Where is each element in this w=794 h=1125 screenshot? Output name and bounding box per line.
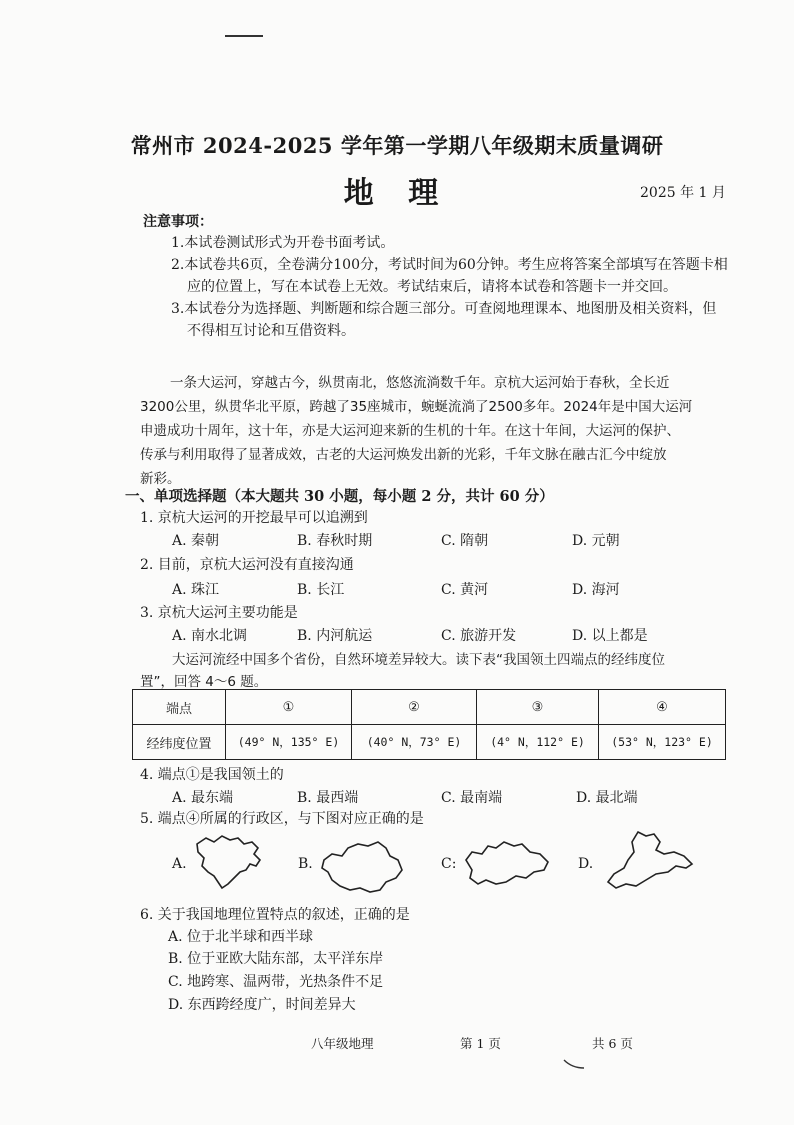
option-b: B. 长江 [297, 582, 345, 598]
passage-line: 新彩。 [140, 471, 181, 487]
province-outline-c [460, 834, 556, 890]
footer-page-number: 第 1 页 [460, 1036, 501, 1051]
passage-line: 申遗成功十周年，这十年，亦是大运河迎来新的生机的十年。在这十年间，大运河的保护、 [140, 423, 680, 439]
exam-date: 2025 年 1 月 [640, 185, 726, 201]
option-c: C. 隋朝 [441, 533, 489, 549]
note-line: 应的位置上，写在本试卷上无效。考试结束后，请将本试卷和答题卡一并交回。 [187, 279, 677, 295]
lead-text: 置”，回答 4～6 题。 [140, 674, 268, 690]
question-stem: 1. 京杭大运河的开挖最早可以追溯到 [140, 510, 368, 526]
option-c: C. 地跨寒、温两带，光热条件不足 [168, 974, 384, 990]
option-b: B. 位于亚欧大陆东部，太平洋东岸 [168, 951, 384, 967]
exam-title: 常州市 2024-2025 学年第一学期八年级期末质量调研 [130, 133, 664, 158]
table-header-cell: ④ [599, 690, 726, 725]
option-a: A. 位于北半球和西半球 [168, 929, 314, 945]
scan-mark [562, 1058, 586, 1072]
scan-mark [225, 35, 263, 37]
option-a: A. 秦朝 [172, 533, 220, 549]
passage-line: 传承与利用取得了显著成效，古老的大运河焕发出新的光彩，千年文脉在融古汇今中绽放 [140, 447, 667, 463]
table-row [133, 690, 726, 725]
table-cell: (49° N，135° E) [226, 725, 352, 760]
coordinates-table [132, 689, 726, 760]
option-d: D. 最北端 [576, 790, 638, 806]
question-stem: 6. 关于我国地理位置特点的叙述，正确的是 [140, 907, 410, 923]
table-cell: (4° N，112° E) [477, 725, 599, 760]
option-d: D. 东西跨经度广，时间差异大 [168, 997, 356, 1013]
option-a: A. 珠江 [172, 582, 220, 598]
notes-heading: 注意事项： [143, 214, 213, 230]
province-outline-d [598, 828, 698, 894]
lead-text: 大运河流经中国多个省份，自然环境差异较大。读下表“我国领土四端点的经纬度位 [172, 652, 665, 668]
section-heading: 一、单项选择题（本大题共 30 小题，每小题 2 分，共计 60 分） [125, 488, 554, 505]
option-b: B. [298, 856, 313, 872]
option-b: B. 内河航运 [297, 628, 373, 644]
subject-title: 地 理 [343, 176, 451, 211]
note-line: 1.本试卷测试形式为开卷书面考试。 [171, 235, 395, 251]
option-d: D. 以上都是 [572, 628, 648, 644]
option-b: B. 最西端 [297, 790, 359, 806]
table-cell: (40° N，73° E) [352, 725, 477, 760]
footer-total-pages: 共 6 页 [592, 1036, 633, 1051]
province-outline-a [192, 832, 272, 892]
option-d: D. 元朝 [572, 533, 620, 549]
table-row [133, 725, 726, 760]
footer-subject: 八年级地理 [311, 1036, 374, 1051]
option-c: C. 旅游开发 [441, 628, 517, 644]
passage-line: 3200公里，纵贯华北平原，跨越了35座城市，蜿蜒流淌了2500多年。2024年是中国大运河 [140, 399, 693, 415]
table-header-cell: 经纬度位置 [133, 725, 226, 760]
table-header-cell: ③ [477, 690, 599, 725]
table-header-cell: ② [352, 690, 477, 725]
passage-line: 一条大运河，穿越古今，纵贯南北，悠悠流淌数千年。京杭大运河始于春秋，全长近 [170, 375, 670, 391]
question-stem: 5. 端点④所属的行政区，与下图对应正确的是 [140, 811, 424, 827]
option-a: A. 最东端 [172, 790, 234, 806]
note-line: 2.本试卷共6页，全卷满分100分，考试时间为60分钟。考生应将答案全部填写在答题卡相 [171, 257, 728, 273]
note-line: 不得相互讨论和互借资料。 [187, 323, 355, 339]
option-c: C: [441, 856, 457, 872]
question-stem: 2. 目前，京杭大运河没有直接沟通 [140, 557, 354, 573]
option-c: C. 黄河 [441, 582, 489, 598]
option-c: C. 最南端 [441, 790, 503, 806]
province-outline-b [318, 838, 408, 896]
table-header-cell: ① [226, 690, 352, 725]
question-stem: 4. 端点①是我国领土的 [140, 767, 284, 783]
table-header-cell: 端点 [133, 690, 226, 725]
option-d: D. [578, 856, 594, 872]
option-a: A. 南水北调 [172, 628, 248, 644]
option-b: B. 春秋时期 [297, 533, 373, 549]
table-cell: (53° N，123° E) [599, 725, 726, 760]
option-a: A. [172, 856, 187, 872]
note-line: 3.本试卷分为选择题、判断题和综合题三部分。可查阅地理课本、地图册及相关资料，但 [171, 301, 717, 317]
question-stem: 3. 京杭大运河主要功能是 [140, 605, 298, 621]
option-d: D. 海河 [572, 582, 620, 598]
